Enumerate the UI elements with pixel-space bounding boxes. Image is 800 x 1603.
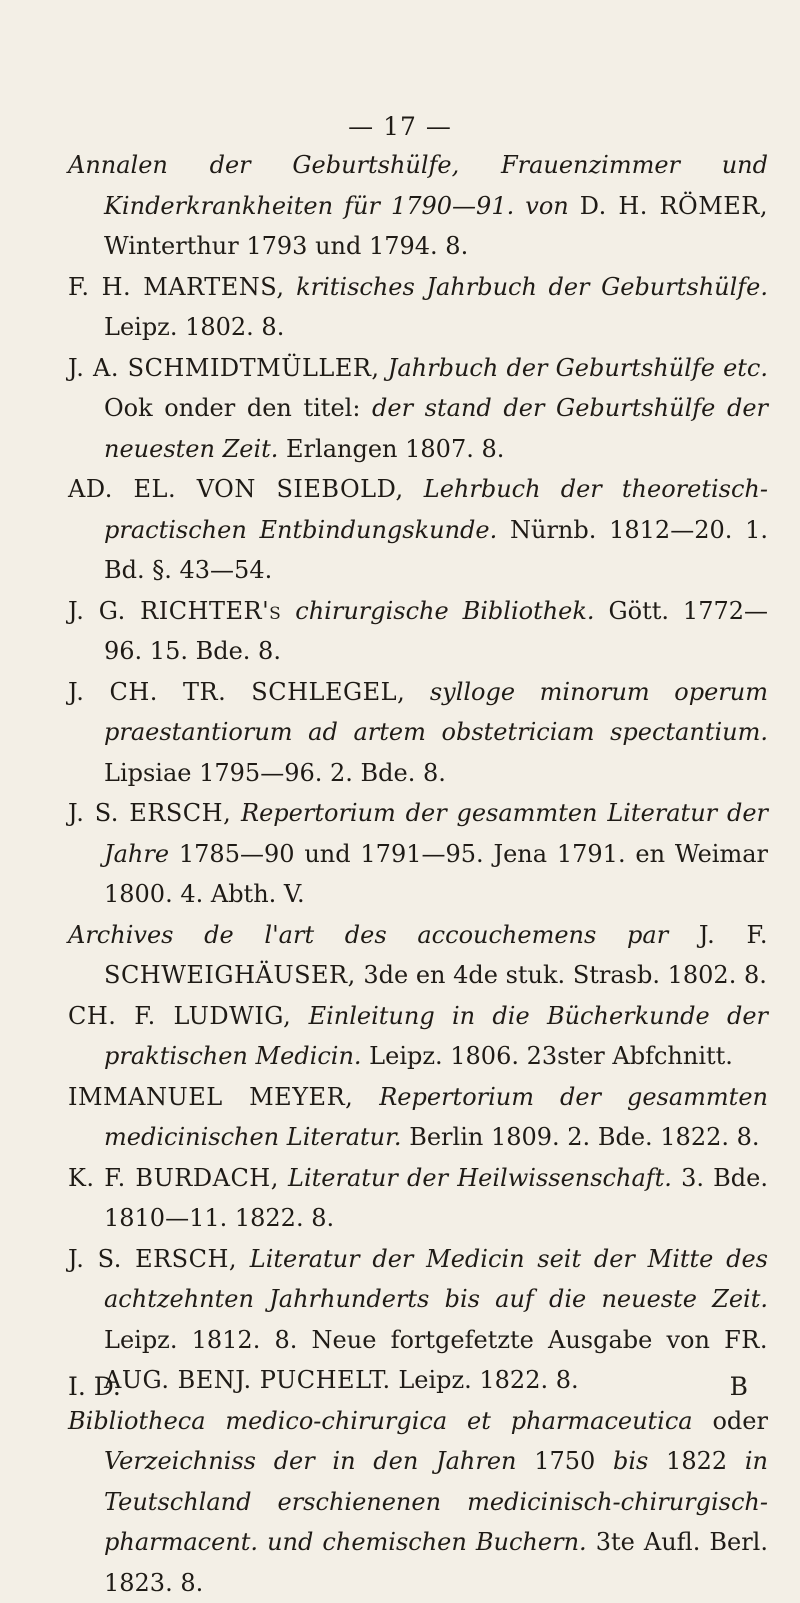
bibliography-entry xyxy=(68,915,768,996)
entry-imprint: 3te Aufl. Berl. 1823. 8. xyxy=(104,1528,768,1597)
entry-title: Literatur der Heilwissenschaft. xyxy=(288,1164,672,1192)
entry-title: Repertorium der gesammten medicinischen Literatur. xyxy=(104,1083,768,1152)
volume-mark: I. D. xyxy=(68,1372,121,1401)
entry-connector: oder xyxy=(712,1407,768,1435)
entry-title: Einleitung in die Bücherkunde der praktischen Medicin. xyxy=(104,1002,768,1071)
bibliography-entry xyxy=(68,469,768,591)
bibliography-entry xyxy=(68,591,768,672)
entry-imprint: Leipz. 1806. 23ster Abfchnitt. xyxy=(369,1042,733,1070)
entry-author: J. S. ERSCH, xyxy=(68,1245,237,1273)
entry-author: J. A. SCHMIDTMÜLLER, xyxy=(68,354,380,382)
bibliography-entry xyxy=(68,793,768,915)
bibliography-entry xyxy=(68,672,768,794)
entry-imprint: Berlin 1809. 2. Bde. 1822. 8. xyxy=(409,1123,759,1151)
entry-author: D. H. RÖMER, xyxy=(580,192,768,220)
entry-connector: von xyxy=(525,192,568,220)
entry-imprint-2: Leipz. 1822. 8. xyxy=(398,1366,578,1394)
bibliography-entry xyxy=(68,1077,768,1158)
bibliography-entry xyxy=(68,348,768,470)
entry-author: CH. F. LUDWIG, xyxy=(68,1002,291,1030)
entry-author: J. F. SCHWEIGHÄUSER, xyxy=(104,921,768,990)
entry-title: Archives de l'art des accouchemens xyxy=(68,921,596,949)
entry-editor: FR. AUG. BENJ. PUCHELT. xyxy=(104,1326,768,1395)
entry-imprint: Leipz. 1812. 8. Neue fortgefetzte Ausgabe von xyxy=(104,1326,710,1354)
entry-alt-title: der stand der Geburtshülfe der neuesten Zeit. xyxy=(104,394,768,463)
entry-imprint: Lipsiae 1795—96. 2. Bde. 8. xyxy=(104,759,446,787)
entry-imprint: Leipz. 1802. 8. xyxy=(104,313,284,341)
entry-imprint: Nürnb. 1812—20. 1. Bd. §. 43—54. xyxy=(104,516,768,585)
entry-imprint: Winterthur 1793 und 1794. 8. xyxy=(104,232,468,260)
entry-author: J. CH. TR. SCHLEGEL, xyxy=(68,678,405,706)
entry-author: J. G. RICHTER's xyxy=(68,597,281,625)
entry-title: Bibliotheca medico-chirurgica et pharmaceutica xyxy=(68,1407,693,1435)
entry-imprint: Erlangen 1807. 8. xyxy=(286,435,504,463)
entry-title: sylloge minorum operum praestantiorum ad artem obstetriciam spectantium. xyxy=(104,678,768,747)
entry-imprint: 3de en 4de stuk. Strasb. 1802. 8. xyxy=(363,961,766,989)
bibliography-entry xyxy=(68,1158,768,1239)
entry-title: Annalen der Geburtshülfe, Frauenzimmer und Kinderkrankheiten für 1790—91. xyxy=(68,151,768,220)
entry-title: chirurgische Bibliothek. xyxy=(295,597,594,625)
entry-title: kritisches Jahrbuch der Geburtshülfe. xyxy=(296,273,768,301)
bibliography-entry xyxy=(68,145,768,267)
entry-author: F. H. MARTENS, xyxy=(68,273,285,301)
page-footer xyxy=(68,1372,748,1401)
entry-author: K. F. BURDACH, xyxy=(68,1164,279,1192)
entry-year-to: 1822 xyxy=(666,1447,727,1475)
entry-connector: bis xyxy=(613,1447,648,1475)
signature-mark: B xyxy=(730,1372,748,1401)
bibliography-entry xyxy=(68,267,768,348)
entry-title: Lehrbuch der theoretisch-practischen Entbindungskunde. xyxy=(104,475,768,544)
entry-title: Repertorium der gesammten Literatur der Jahre xyxy=(104,799,768,868)
entry-title-cont: Teutschland erschienenen medicinisch-chirurgisch-pharmacent. und chemischen Buchern. xyxy=(104,1488,768,1557)
entry-imprint: Gött. 1772—96. 15. Bde. 8. xyxy=(104,597,768,666)
entry-imprint: 1785—90 und 1791—95. Jena 1791. en Weimar 1800. 4. Abth. V. xyxy=(104,840,768,909)
entry-author: IMMANUEL MEYER, xyxy=(68,1083,353,1111)
entry-connector: par xyxy=(627,921,668,949)
entry-author: J. S. ERSCH, xyxy=(68,799,231,827)
entry-alt-title: Verzeichniss der in den Jahren xyxy=(104,1447,517,1475)
entry-note: Ook onder den titel: xyxy=(104,394,360,422)
entry-connector: in xyxy=(745,1447,768,1475)
entry-author: AD. EL. VON SIEBOLD, xyxy=(68,475,404,503)
entry-title: Literatur der Medicin seit der Mitte des achtzehnten Jahrhunderts bis auf die neueste Zeit. xyxy=(104,1245,768,1314)
entry-title: Jahrbuch der Geburtshülfe etc. xyxy=(388,354,768,382)
entry-imprint: 3. Bde. 1810—11. 1822. 8. xyxy=(104,1164,768,1233)
page-number: — 17 — xyxy=(0,112,800,141)
bibliography-entry xyxy=(68,996,768,1077)
bibliography-entry xyxy=(68,1401,768,1603)
entry-year-from: 1750 xyxy=(534,1447,595,1475)
